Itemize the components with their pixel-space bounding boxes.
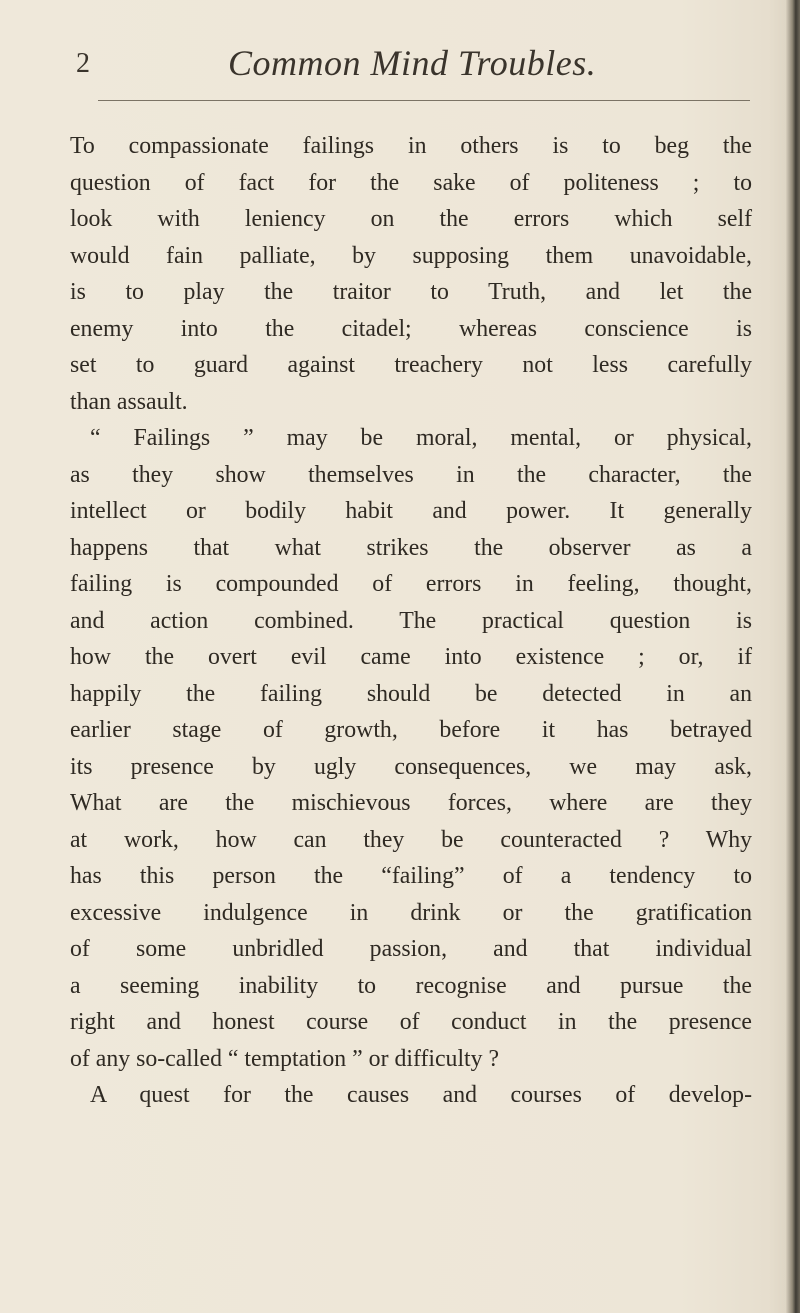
text-line: intellect or bodily habit and power. It generally: [70, 498, 752, 524]
text-line: happily the failing should be detected in an: [70, 680, 752, 707]
text-line: failing is compounded of errors in feeling, thought,: [70, 571, 752, 597]
text-line: has this person the “failing” of a tendency to: [70, 863, 752, 889]
text-line: enemy into the citadel; whereas conscience is: [70, 315, 752, 342]
text-line: would fain palliate, by supposing them unavoidable,: [70, 242, 752, 269]
text-line: of some unbridled passion, and that individual: [70, 936, 752, 962]
text-line: at work, how can they be counteracted ? Why: [70, 826, 752, 853]
text-line: than assault.: [70, 388, 188, 415]
text-line: right and honest course of conduct in the presence: [70, 1009, 752, 1035]
page-edge-shadow: [786, 0, 800, 1313]
text-line: question of fact for the sake of politeness ; to: [70, 169, 752, 196]
text-line: A quest for the causes and courses of develop-: [90, 1082, 752, 1108]
text-line: of any so-called “ temptation ” or difficulty ?: [70, 1045, 500, 1072]
text-line: as they show themselves in the character, the: [70, 461, 752, 488]
page-header: [0, 40, 800, 90]
text-line: set to guard against treachery not less carefully: [70, 352, 752, 378]
body-text: [70, 128, 752, 1114]
text-line: What are the mischievous forces, where are they: [70, 790, 752, 816]
text-line: is to play the traitor to Truth, and let the: [70, 279, 752, 305]
text-line: excessive indulgence in drink or the gratification: [70, 899, 752, 926]
text-line: its presence by ugly consequences, we may ask,: [70, 753, 752, 780]
text-line: To compassionate failings in others is to beg the: [70, 133, 752, 159]
text-line: earlier stage of growth, before it has betrayed: [70, 717, 752, 743]
text-line: happens that what strikes the observer as a: [70, 534, 752, 561]
text-line: “ Failings ” may be moral, mental, or physical,: [90, 425, 752, 451]
text-line: and action combined. The practical question is: [70, 607, 752, 634]
text-line: look with leniency on the errors which self: [70, 206, 752, 232]
text-line: a seeming inability to recognise and pursue the: [70, 972, 752, 999]
running-title: Common Mind Troubles.: [228, 43, 597, 83]
page-number: 2: [76, 48, 90, 79]
text-line: how the overt evil came into existence ; or, if: [70, 644, 752, 670]
header-rule: [98, 100, 750, 101]
